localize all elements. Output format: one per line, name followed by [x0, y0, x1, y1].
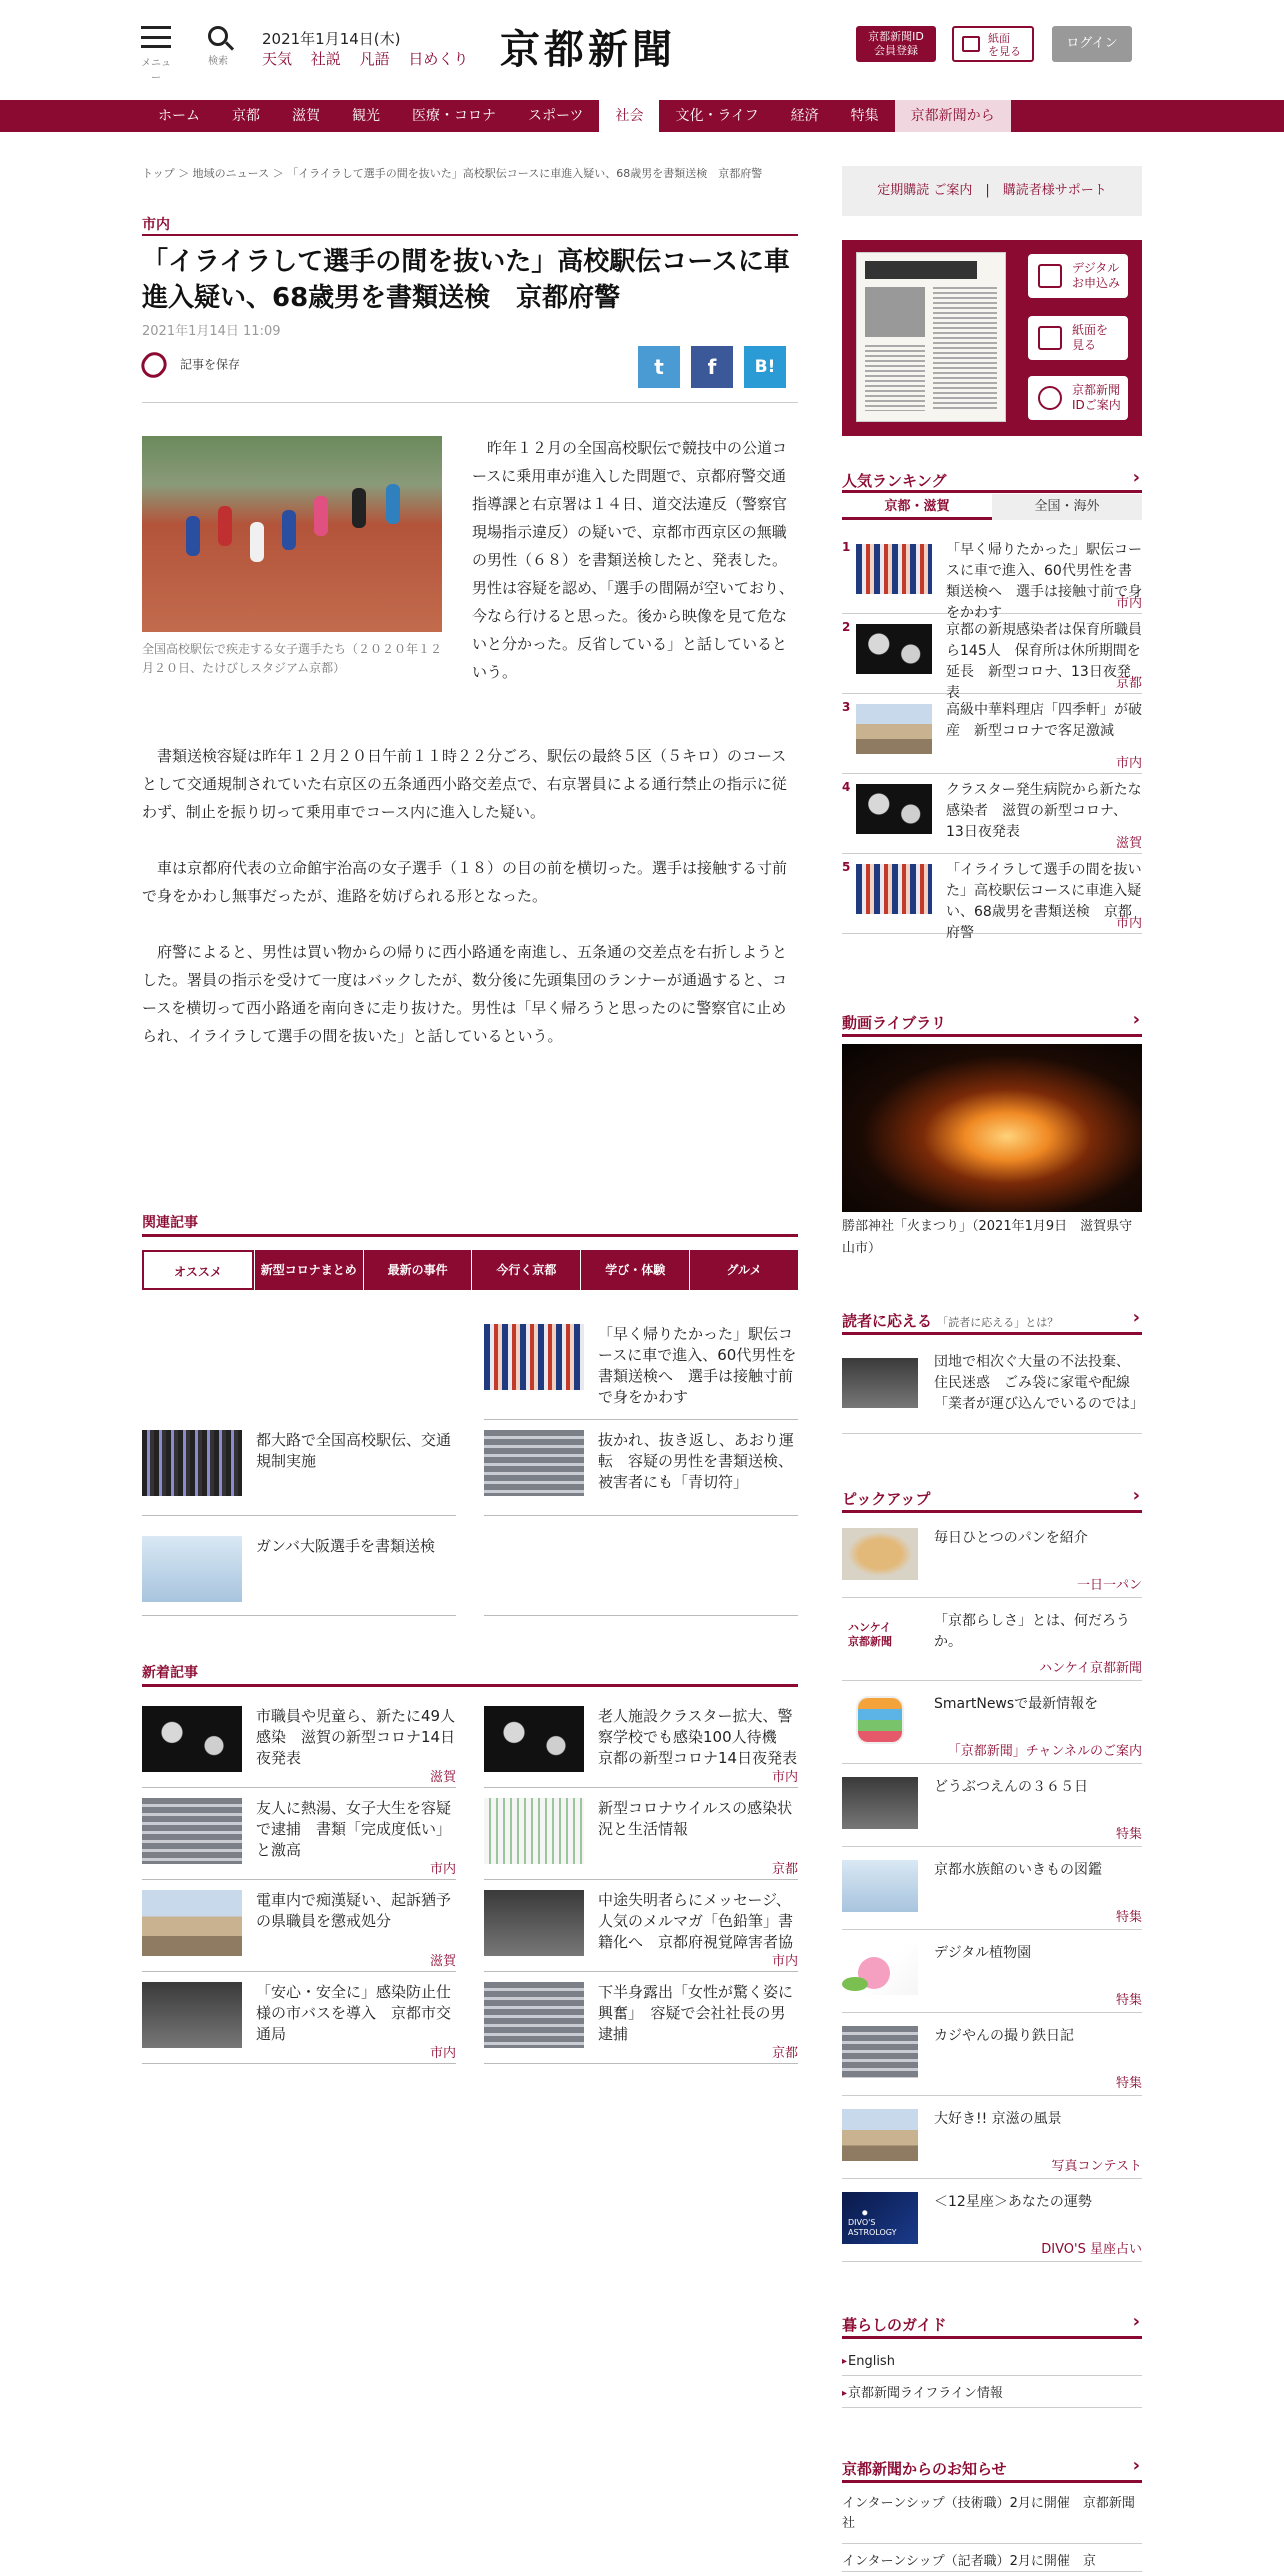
- nav-item[interactable]: 医療・コロナ: [412, 108, 496, 124]
- digital-signup-button[interactable]: [1028, 254, 1128, 298]
- latest-thumbnail: [484, 1798, 584, 1864]
- ranking-item[interactable]: [842, 540, 1142, 621]
- newspaper-icon: [1038, 326, 1062, 350]
- related-title-text: ガンバ大阪選手を書類送検: [256, 1537, 435, 1555]
- rank-number: 4: [842, 780, 851, 794]
- newspaper-thumbnail[interactable]: [856, 252, 1006, 422]
- divider: [142, 402, 798, 403]
- hatena-share-button[interactable]: B!: [744, 346, 786, 388]
- pickup-tag[interactable]: ハンケイ京都新聞: [1039, 1661, 1142, 1676]
- latest-card[interactable]: [484, 1798, 798, 1880]
- photo-figure: [250, 522, 264, 562]
- header-date: 2021年1月14日(木): [262, 30, 401, 48]
- latest-title-text: 中途失明者らにメッセージ、人気のメルマガ「色鉛筆」書籍化へ 京都府視覚障害者協: [598, 1891, 794, 1951]
- video-title[interactable]: 動画ライブラリ ›: [842, 1012, 1142, 1033]
- site-header: [0, 0, 1284, 100]
- pickup-thumbnail: [842, 2026, 918, 2078]
- search-label: 検索: [208, 56, 228, 67]
- ranking-thumbnail: [856, 784, 932, 834]
- main-nav: [0, 100, 1284, 132]
- video-divider: [842, 1034, 1142, 1037]
- related-title-text: 抜かれ、抜き返し、あおり運転 容疑の男性を書類送検、被害者にも「青切符」: [598, 1431, 794, 1491]
- np-photo-block: [865, 287, 925, 337]
- breadcrumb[interactable]: トップ ＞ 地域のニュース ＞ 「イライラして選手の間を抜いた」高校駅伝コースに車進入疑い、68歳男を書類送検 京都府警: [142, 167, 763, 180]
- related-divider: [142, 1234, 798, 1237]
- pickup-title-text: どうぶつえんの３６５日: [934, 1779, 1088, 1795]
- np-text-block: [865, 345, 925, 411]
- pickup-thumbnail: [842, 2109, 918, 2161]
- pickup-title-text: ＜12星座＞あなたの運勢: [934, 2194, 1092, 2210]
- pickup-tag[interactable]: 特集: [1115, 1993, 1142, 2008]
- related-title: 関連記事: [142, 1215, 198, 1231]
- related-tab[interactable]: 学び・体験: [580, 1250, 689, 1290]
- rank-number: 5: [842, 860, 851, 874]
- ranking-item[interactable]: [842, 780, 1142, 854]
- related-tab[interactable]: グルメ: [689, 1250, 798, 1290]
- ranking-thumbnail: [856, 864, 932, 914]
- nav-item[interactable]: 京都新聞から: [895, 100, 1011, 132]
- related-card[interactable]: [484, 1430, 798, 1516]
- subscription-links[interactable]: 定期購読 ご案内 | 購読者様サポート: [842, 166, 1142, 216]
- related-tab[interactable]: オススメ: [142, 1250, 254, 1290]
- area-tag[interactable]: 京都: [771, 2046, 798, 2061]
- notice-item[interactable]: インターンシップ（技術職）2月に開催 京都新聞社: [842, 2494, 1142, 2544]
- ranking-thumbnail: [856, 704, 932, 754]
- latest-card[interactable]: [484, 1982, 798, 2064]
- newspaper-icon: [962, 36, 980, 52]
- notice-divider: [842, 2480, 1142, 2483]
- related-thumbnail: [484, 1324, 584, 1390]
- latest-title-text: 下半身露出「女性が驚く姿に興奮」 容疑で会社社長の男逮捕: [598, 1983, 794, 2043]
- ranking-thumbnail: [856, 544, 932, 594]
- pickup-title-text: SmartNewsで最新情報を: [934, 1696, 1099, 1712]
- article-paragraph: 車は京都府代表の立命館宇治高の女子選手（１８）の目の前を横切った。選手は接触する寸前で身をかわし無事だったが、進路を妨げられる形となった。: [142, 859, 788, 905]
- reader-item[interactable]: [842, 1344, 1142, 1434]
- tab-kyoto-shiga[interactable]: 京都・滋賀: [842, 494, 992, 520]
- latest-thumbnail: [142, 1890, 242, 1956]
- latest-card[interactable]: [142, 1982, 456, 2064]
- rank-number: 1: [842, 540, 851, 554]
- ranking-tabs: [842, 494, 1142, 520]
- reader-divider: [842, 1332, 1142, 1335]
- latest-thumbnail: [142, 1982, 242, 2048]
- nav-item[interactable]: ホーム: [158, 108, 200, 124]
- nav-item[interactable]: 観光: [352, 108, 380, 124]
- nav-item[interactable]: 経済: [790, 108, 819, 124]
- reader-thumbnail: [842, 1358, 918, 1408]
- view-paper-side-label: 紙面を 見る: [1072, 323, 1109, 352]
- category-divider: [142, 234, 798, 236]
- id-guide-button[interactable]: [1028, 376, 1128, 420]
- ranking-title-text: 京都の新規感染者は保育所職員ら145人 保育所は休所期間を延長 新型コロナ、13日夜発表: [946, 622, 1142, 701]
- related-card[interactable]: [142, 1536, 456, 1616]
- ranking-title-text: クラスター発生病院から新たな感染者 滋賀の新型コロナ、13日夜発表: [946, 782, 1142, 840]
- latest-title: 新着記事: [142, 1665, 198, 1681]
- view-paper-label: 紙面 を見る: [988, 32, 1021, 58]
- hankei-logo: ハンケイ 京都新聞: [842, 1611, 918, 1663]
- latest-title-text: 「安心・安全に」感染防止仕様の市バスを導入 京都市交通局: [256, 1983, 452, 2043]
- article-headline: 「イライラして選手の間を抜いた」高校駅伝コースに車進入疑い、68歳男を書類送検 京都府警: [142, 247, 790, 313]
- pickup-tag[interactable]: 特集: [1115, 2076, 1142, 2091]
- related-card[interactable]: [142, 1430, 456, 1516]
- pickup-thumbnail: [842, 1777, 918, 1829]
- nav-item[interactable]: 滋賀: [292, 108, 320, 124]
- article-lead: 昨年１２月の全国高校駅伝で競技中の公道コースに乗用車が進入した問題で、京都府警交通指導課と右京署は１４日、道交法違反（警察官現場指示違反）の疑いで、京都市西京区の無職の男性（６８）を書類送検したと、発表した。男性は容疑を認め、「選手の間隔が空いており、今なら行けると思った。後から映像を見て危ないと分かった。反省している」と話しているという。: [472, 439, 794, 681]
- pickup-title-text: デジタル植物園: [934, 1945, 1032, 1961]
- photo-figure: [282, 510, 296, 550]
- smartnews-icon: [842, 1694, 918, 1746]
- photo-figure: [352, 488, 366, 528]
- rank-number: 3: [842, 700, 851, 714]
- pickup-item[interactable]: [842, 1520, 1142, 1598]
- pickup-tag[interactable]: 写真コンテスト: [1051, 2159, 1142, 2174]
- facebook-share-button[interactable]: f: [691, 346, 733, 388]
- np-headline-bar: [865, 261, 977, 279]
- pickup-tag[interactable]: 特集: [1115, 1827, 1142, 1842]
- related-thumbnail: [142, 1536, 242, 1602]
- site-logo[interactable]: 京都新聞: [500, 26, 676, 73]
- view-paper-button[interactable]: [952, 26, 1034, 62]
- header-links: [262, 48, 482, 69]
- latest-card[interactable]: [484, 1706, 798, 1788]
- pickup-tag[interactable]: DIVO'S 星座占い: [1041, 2242, 1142, 2257]
- area-tag[interactable]: 市内: [1115, 596, 1142, 611]
- article-photo[interactable]: [142, 436, 442, 632]
- calendar-link[interactable]: 日めくり: [408, 50, 469, 68]
- id-guide-label: 京都新聞 IDご案内: [1072, 383, 1121, 412]
- latest-card[interactable]: [142, 1798, 456, 1880]
- nav-item[interactable]: 京都: [232, 108, 260, 124]
- latest-title-text: 市職員や児童ら、新たに49人感染 滋賀の新型コロナ14日夜発表: [256, 1707, 456, 1767]
- video-caption[interactable]: 勝部神社「火まつり」（2021年1月9日 滋賀県守山市）: [842, 1219, 1133, 1256]
- ranking-thumbnail: [856, 624, 932, 674]
- latest-title-text: 友人に熱湯、女子大生を容疑で逮捕 書類「完成度低い」と激高: [256, 1799, 452, 1859]
- latest-title-text: 電車内で痴漢疑い、起訴猶予の県職員を懲戒処分: [256, 1891, 452, 1930]
- area-tag[interactable]: 京都: [1115, 676, 1142, 691]
- notice-item[interactable]: インターンシップ（記者職）2月に開催 京: [842, 2552, 1142, 2572]
- ranking-item[interactable]: [842, 860, 1142, 941]
- nav-list: [142, 100, 1011, 132]
- pickup-item[interactable]: [842, 2184, 1142, 2262]
- area-tag[interactable]: 京都: [771, 1862, 798, 1877]
- area-tag[interactable]: 市内: [429, 1862, 456, 1877]
- menu-button[interactable]: [138, 26, 174, 84]
- area-tag[interactable]: 滋賀: [429, 1954, 456, 1969]
- related-tab[interactable]: 最新の事件: [363, 1250, 472, 1290]
- article-date: 2021年1月14日 11:09: [142, 324, 281, 339]
- menu-label: メニュー: [141, 58, 171, 84]
- pickup-thumbnail: [842, 1528, 918, 1580]
- id-register-button[interactable]: 京都新聞ID 会員登録: [856, 26, 936, 62]
- video-player[interactable]: [842, 1044, 1142, 1212]
- np-text-block: [933, 287, 997, 411]
- photo-figure: [218, 506, 232, 546]
- photo-figure: [314, 496, 328, 536]
- pickup-item[interactable]: [842, 1603, 1142, 1681]
- pickup-divider: [842, 1510, 1142, 1513]
- paper-promo: [842, 240, 1142, 436]
- reader-note[interactable]: 「読者に応える」とは？: [937, 1316, 1059, 1329]
- pickup-title-text: 「京都らしさ」とは、何だろうか。: [934, 1613, 1130, 1650]
- pickup-title: ピックアップ ›: [842, 1488, 1142, 1509]
- nav-item[interactable]: 社会: [599, 100, 659, 132]
- pickup-item[interactable]: [842, 1769, 1142, 1847]
- latest-title-text: 老人施設クラスター拡大、警察学校でも感染100人待機 京都の新型コロナ14日夜発表: [598, 1707, 798, 1767]
- related-tab[interactable]: 新型コロナまとめ: [254, 1250, 363, 1290]
- related-title-text: 都大路で全国高校駅伝、交通規制実施: [256, 1431, 452, 1470]
- related-title-text: 「早く帰りたかった」駅伝コースに車で進入、60代男性を書類送検へ 選手は接触寸前で身をかわす: [598, 1325, 797, 1406]
- ranking-item[interactable]: [842, 700, 1142, 774]
- nav-item[interactable]: 特集: [850, 108, 879, 124]
- latest-thumbnail: [142, 1798, 242, 1864]
- nav-item[interactable]: スポーツ: [528, 108, 584, 124]
- related-card[interactable]: [484, 1324, 798, 1420]
- ranking-title[interactable]: 人気ランキング ›: [842, 470, 1142, 491]
- pickup-item[interactable]: [842, 2018, 1142, 2096]
- related-thumbnail: [484, 1430, 584, 1496]
- pickup-title-text: 毎日ひとつのパンを紹介: [934, 1530, 1088, 1546]
- pickup-tag[interactable]: 一日一パン: [1076, 1578, 1142, 1593]
- search-icon: [208, 26, 228, 46]
- latest-title-text: 新型コロナウイルスの感染状況と生活情報: [598, 1799, 793, 1838]
- related-card-empty: [484, 1536, 798, 1616]
- pickup-item[interactable]: [842, 1935, 1142, 2013]
- related-thumbnail: [142, 1430, 242, 1496]
- twitter-share-button[interactable]: t: [638, 346, 680, 388]
- guide-title: 暮らしのガイド ›: [842, 2314, 1142, 2335]
- notice-title[interactable]: 京都新聞からのお知らせ ›: [842, 2458, 1142, 2479]
- plant-icon: [842, 1943, 918, 1995]
- photo-caption: 全国高校駅伝で疾走する女子選手たち（２０２０年１２月２０日、たけびしスタジアム京都）: [142, 642, 443, 675]
- info-icon: [1038, 386, 1062, 410]
- related-tab[interactable]: 今行く京都: [471, 1250, 580, 1290]
- latest-thumbnail: [484, 1706, 584, 1772]
- divo-logo: DIVO'S ASTROLOGY: [842, 2192, 918, 2244]
- digital-icon: [1038, 264, 1062, 288]
- reader-title[interactable]: [842, 1310, 1142, 1331]
- latest-card[interactable]: [142, 1890, 456, 1972]
- clip-icon: [136, 347, 171, 382]
- ranking-item[interactable]: [842, 620, 1142, 701]
- guide-link-lifeline[interactable]: ▸ 京都新聞ライフライン情報: [842, 2380, 1142, 2408]
- ranking-title-text: 高級中華料理店「四季軒」が破産 新型コロナで客足激減: [946, 702, 1142, 739]
- area-tag[interactable]: 市内: [1115, 916, 1142, 931]
- ranking-divider: [842, 490, 1142, 493]
- pickup-thumbnail: [842, 1860, 918, 1912]
- latest-card[interactable]: [142, 1706, 456, 1788]
- pickup-title-text: カジやんの撮り鉄日記: [934, 2028, 1074, 2044]
- article-paragraph: 書類送検容疑は昨年１２月２０日午前１１時２２分ごろ、駅伝の最終５区（５キロ）のコースとして交通規制されていた右京区の五条通西小路交差点で、右京署員による通行禁止の指示に従わず、制止を振り切って乗用車でコース内に進入した疑い。: [142, 747, 787, 821]
- login-button[interactable]: ログイン: [1052, 26, 1132, 62]
- tab-national[interactable]: 全国・海外: [992, 494, 1142, 520]
- photo-figure: [186, 516, 200, 556]
- ranking-title-text: 「早く帰りたかった」駅伝コースに車で進入、60代男性を書類送検へ 選手は接触寸前で身をかわす: [946, 542, 1142, 621]
- latest-thumbnail: [484, 1890, 584, 1956]
- save-label: 記事を保存: [180, 357, 241, 372]
- photo-figure: [386, 484, 400, 524]
- pickup-item[interactable]: [842, 1852, 1142, 1930]
- save-article-button[interactable]: [142, 352, 240, 378]
- reader-item-title: 団地で相次ぐ大量の不法投棄、住民迷惑 ごみ袋に家電や配線「業者が運び込んでいるのでは」: [934, 1354, 1144, 1412]
- guide-divider: [842, 2336, 1142, 2339]
- article-category[interactable]: 市内: [142, 217, 170, 233]
- bongo-link[interactable]: 凡語: [359, 50, 390, 68]
- pickup-item[interactable]: [842, 1686, 1142, 1764]
- ranking-title-text: 「イライラして選手の間を抜いた」高校駅伝コースに車進入疑い、68歳男を書類送検 京都府警: [946, 862, 1142, 941]
- latest-card[interactable]: [484, 1890, 798, 1972]
- area-tag[interactable]: 市内: [771, 1770, 798, 1785]
- search-button[interactable]: [200, 26, 236, 67]
- pickup-title-text: 大好き!! 京滋の風景: [934, 2111, 1062, 2127]
- editorial-link[interactable]: 社説: [310, 50, 341, 68]
- latest-thumbnail: [484, 1982, 584, 2048]
- area-tag[interactable]: 市内: [1115, 756, 1142, 771]
- nav-item[interactable]: 文化・ライフ: [675, 108, 759, 124]
- guide-link-english[interactable]: ▸ English: [842, 2348, 1142, 2376]
- pickup-title-text: 京都水族館のいきもの図鑑: [934, 1862, 1102, 1878]
- reader-title-text: 読者に応える: [842, 1312, 933, 1330]
- area-tag[interactable]: 市内: [771, 1954, 798, 1969]
- weather-link[interactable]: 天気: [262, 50, 293, 68]
- pickup-item[interactable]: [842, 2101, 1142, 2179]
- area-tag[interactable]: 滋賀: [429, 1770, 456, 1785]
- digital-signup-label: デジタル お申込み: [1072, 261, 1121, 290]
- rank-number: 2: [842, 620, 851, 634]
- hamburger-icon: [141, 26, 171, 48]
- area-tag[interactable]: 滋賀: [1115, 836, 1142, 851]
- view-paper-side-button[interactable]: [1028, 316, 1128, 360]
- pickup-tag[interactable]: 「京都新聞」チャンネルのご案内: [947, 1744, 1142, 1759]
- latest-thumbnail: [142, 1706, 242, 1772]
- pickup-tag[interactable]: 特集: [1115, 1910, 1142, 1925]
- latest-divider: [142, 1684, 798, 1687]
- area-tag[interactable]: 市内: [429, 2046, 456, 2061]
- related-tabs: [142, 1250, 798, 1290]
- article-paragraph: 府警によると、男性は買い物からの帰りに西小路通を南進し、五条通の交差点を右折しようとした。署員の指示を受けて一度はバックしたが、数分後に先頭集団のランナーが通過すると、コースを横切って西小路通を南向きに走り抜けた。男性は「早く帰ろうと思ったのに警察官に止められ、イライラして選手の間を抜いた」と話しているという。: [142, 943, 788, 1045]
